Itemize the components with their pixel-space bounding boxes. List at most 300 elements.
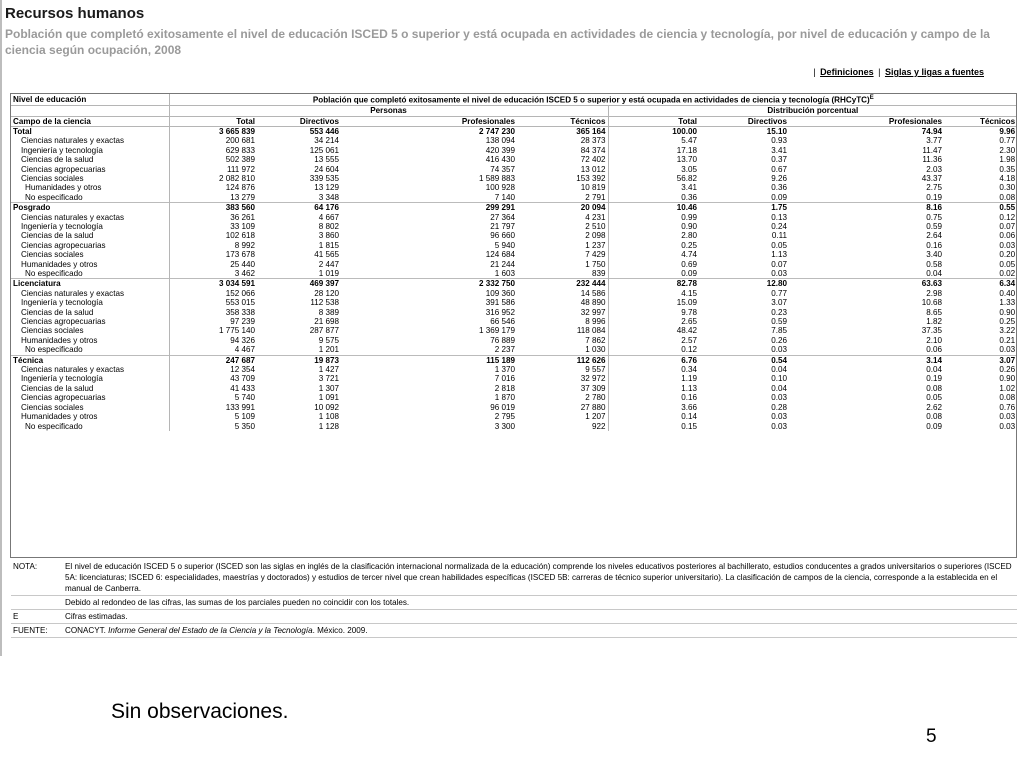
- table-cell: 152 066: [169, 289, 257, 298]
- table-cell: 32 972: [580, 374, 606, 384]
- page-title: Recursos humanos: [5, 5, 145, 22]
- table-cell: 1.13: [771, 250, 787, 260]
- table-row: [11, 345, 1017, 355]
- table-cell: 27 364: [490, 212, 515, 222]
- table-cell: 1 369 179: [478, 326, 515, 336]
- table-cell: 13 129: [314, 183, 339, 193]
- table-row: [11, 412, 1017, 421]
- siglas-link[interactable]: Siglas y ligas a fuentes: [884, 67, 984, 77]
- table-cell: 0.03: [771, 269, 787, 278]
- table-cell: 138 094: [485, 136, 515, 146]
- row-label: Humanidades y otros: [21, 335, 98, 345]
- table-cell: 0.90: [999, 307, 1016, 317]
- table-cell: 43 709: [169, 374, 257, 383]
- table-cell: 316 952: [485, 307, 515, 317]
- table-cell: 84 374: [580, 145, 606, 155]
- table-cell: 0.34: [608, 365, 699, 374]
- table-cell: 0.37: [771, 155, 787, 165]
- table-cell: 0.99: [608, 213, 699, 222]
- table-cell: 41 565: [314, 250, 339, 260]
- table-cell: 2 082 810: [169, 174, 257, 183]
- main-column-header: Población que completó exitosamente el nivel de educación ISCED 5 o superior y está ocupada en actividades de ciencia y tecnología (RHCyTC)$^E$: [169, 94, 1017, 106]
- table-cell: 1 870: [494, 393, 515, 403]
- table-cell: 3.77: [926, 136, 942, 146]
- table-cell: 0.04: [771, 383, 787, 393]
- table-cell: 2.57: [608, 336, 699, 345]
- note-row: [11, 624, 1017, 638]
- table-cell: 21 244: [490, 259, 515, 269]
- table-cell: 2 780: [585, 393, 606, 403]
- table-cell: 4 467: [169, 345, 257, 355]
- table-cell: 339 535: [309, 173, 339, 183]
- table-cell: 0.93: [771, 136, 787, 146]
- table-cell: 10 819: [580, 183, 606, 193]
- table-cell: 0.59: [771, 317, 787, 327]
- row-label: Ciencias agropecuarias: [21, 393, 106, 403]
- table-cell: 0.20: [999, 250, 1016, 260]
- table-cell: 0.16: [608, 393, 699, 402]
- table-cell: 0.77: [999, 136, 1016, 146]
- table-cell: 94 326: [169, 336, 257, 345]
- row-label: Ciencias naturales y exactas: [21, 288, 125, 298]
- table-cell: 97 239: [169, 317, 257, 326]
- table-cell: 124 684: [485, 250, 515, 260]
- table-cell: 7 862: [585, 335, 606, 345]
- table-row: [11, 298, 1017, 307]
- column-header: Profesionales: [341, 116, 517, 126]
- table-cell: 0.58: [926, 259, 942, 269]
- table-cell: 63.63: [789, 279, 944, 289]
- row-label: Ciencias sociales: [21, 173, 84, 183]
- table-cell: 0.23: [771, 307, 787, 317]
- table-cell: 3.40: [926, 250, 942, 260]
- table-cell: 6.76: [608, 355, 699, 365]
- table-cell: 7 016: [494, 374, 515, 384]
- table-cell: 0.03: [771, 393, 787, 403]
- table-cell: 4 231: [585, 212, 606, 222]
- fuente-key: FUENTE:: [11, 624, 63, 638]
- row-label: Técnica: [11, 355, 169, 365]
- table-cell: 0.08: [926, 383, 942, 393]
- table-cell: 2.98: [926, 288, 942, 298]
- table-row: [11, 269, 1017, 279]
- table-cell: 5.47: [608, 136, 699, 145]
- table-cell: 0.08: [999, 192, 1016, 202]
- e-text: Cifras estimadas.: [63, 610, 1017, 624]
- table-cell: 36 261: [169, 213, 257, 222]
- table-cell: 64 176: [257, 203, 341, 213]
- table-cell: 48 890: [580, 298, 606, 308]
- table-cell: 0.15: [608, 422, 699, 431]
- row-label: Ciencias de la salud: [21, 307, 94, 317]
- row-label: Ciencias sociales: [21, 402, 84, 412]
- table-cell: 0.40: [999, 288, 1016, 298]
- table-cell: 4.15: [608, 289, 699, 298]
- table-cell: 0.16: [926, 240, 942, 250]
- table-cell: 0.03: [771, 421, 787, 431]
- table-cell: 0.07: [771, 259, 787, 269]
- fuente-text: CONACYT. Informe General del Estado de la Ciencia y la Tecnología. México. 2009.: [63, 624, 1017, 638]
- table-cell: 2 332 750: [341, 279, 517, 289]
- table-cell: 33 109: [169, 222, 257, 231]
- table-cell: 125 061: [309, 145, 339, 155]
- table-cell: 3 034 591: [169, 279, 257, 289]
- table-cell: 0.76: [999, 402, 1016, 412]
- table-cell: 4 667: [318, 212, 339, 222]
- table-cell: 13.70: [608, 155, 699, 164]
- column-header: Directivos: [699, 116, 789, 126]
- table-row: [11, 317, 1017, 326]
- table-cell: 922: [591, 421, 606, 431]
- table-cell: 37.35: [921, 326, 942, 336]
- table-cell: 10.68: [921, 298, 942, 308]
- table-row: [11, 183, 1017, 192]
- observaciones-text: Sin observaciones.: [111, 700, 289, 723]
- table-cell: 0.05: [771, 240, 787, 250]
- table-cell: 0.04: [771, 365, 787, 375]
- table-cell: 1 775 140: [169, 326, 257, 335]
- table-cell: 2.10: [926, 335, 942, 345]
- table-cell: 2.64: [926, 231, 942, 241]
- table-cell: 96 660: [490, 231, 515, 241]
- notes-table: [11, 560, 1017, 638]
- table-cell: 1.75: [699, 203, 789, 213]
- row-label: Ingeniería y tecnología: [21, 374, 103, 384]
- table-cell: 4.74: [608, 250, 699, 259]
- e-key: E: [11, 610, 63, 624]
- table-cell: 0.19: [926, 192, 942, 202]
- row-label: Ingeniería y tecnología: [21, 298, 103, 308]
- table-cell: 1.98: [999, 155, 1016, 165]
- corner-header-nivel: Nivel de educación: [11, 94, 169, 106]
- table-cell: 1 603: [494, 269, 515, 278]
- table-cell: 502 389: [169, 155, 257, 164]
- table-cell: 1 091: [318, 393, 339, 403]
- table-cell: 247 687: [169, 355, 257, 365]
- table-row: [11, 326, 1017, 335]
- row-label: Humanidades y otros: [25, 183, 102, 193]
- table-row: [11, 374, 1017, 383]
- table-cell: 232 444: [517, 279, 608, 289]
- table-cell: 200 681: [169, 136, 257, 145]
- row-label: Ciencias naturales y exactas: [21, 136, 125, 146]
- table-cell: 24 604: [314, 164, 339, 174]
- table-cell: 0.21: [999, 335, 1016, 345]
- table-cell: 124 876: [169, 183, 257, 192]
- table-cell: 0.09: [926, 421, 942, 431]
- redondeo-text: Debido al redondeo de las cifras, las sumas de los parciales pueden no coincidir con los totales.: [63, 596, 1017, 610]
- table-cell: 0.14: [608, 412, 699, 421]
- table-cell: 391 586: [485, 298, 515, 308]
- row-label: Ciencias de la salud: [21, 231, 94, 241]
- table-cell: 1.33: [999, 298, 1016, 308]
- row-label: Ciencias agropecuarias: [21, 240, 106, 250]
- row-label: Ciencias naturales y exactas: [21, 365, 125, 375]
- table-cell: 1 108: [318, 412, 339, 422]
- table-cell: 1.13: [608, 384, 699, 393]
- table-cell: 1 237: [585, 240, 606, 250]
- page-number: 5: [926, 726, 937, 747]
- table-row: [11, 250, 1017, 259]
- table-cell: 2 818: [494, 383, 515, 393]
- table-cell: 0.75: [926, 212, 942, 222]
- table-cell: 553 446: [257, 126, 341, 136]
- table-cell: 383 560: [169, 203, 257, 213]
- table-cell: 0.24: [771, 221, 787, 231]
- table-cell: 21 698: [314, 317, 339, 327]
- row-label: Humanidades y otros: [21, 259, 98, 269]
- definiciones-link[interactable]: Definiciones: [820, 67, 874, 77]
- table-row: [11, 355, 1017, 365]
- table-cell: 0.19: [926, 374, 942, 384]
- table-cell: 20 094: [517, 203, 608, 213]
- table-row: [11, 213, 1017, 222]
- table-cell: 11.36: [922, 155, 942, 165]
- table-cell: 2 447: [318, 259, 339, 269]
- note-row: [11, 560, 1017, 596]
- row-label: Ciencias agropecuarias: [21, 164, 106, 174]
- group-header-distribucion: Distribución porcentual: [608, 106, 1017, 116]
- note-row: [11, 596, 1017, 610]
- row-label: Ciencias agropecuarias: [21, 317, 106, 327]
- table-cell: 0.26: [999, 365, 1016, 375]
- row-label: No especificado: [25, 269, 83, 278]
- table-cell: 1 201: [318, 345, 339, 355]
- row-label: Ciencias sociales: [21, 326, 84, 336]
- table-cell: 553 015: [169, 298, 257, 307]
- table-cell: 1 307: [318, 383, 339, 393]
- table-cell: 100 928: [485, 183, 515, 193]
- table-row: [11, 403, 1017, 412]
- table-cell: 2.75: [926, 183, 942, 193]
- table-cell: 76 889: [490, 335, 515, 345]
- table-cell: 118 084: [576, 326, 606, 336]
- table-cell: 0.03: [999, 412, 1016, 422]
- table-cell: 153 392: [576, 173, 606, 183]
- table-cell: 0.36: [771, 183, 787, 193]
- table-row: [11, 155, 1017, 164]
- table-row: [11, 241, 1017, 250]
- table-cell: 0.03: [999, 240, 1016, 250]
- table-row: [11, 146, 1017, 155]
- table-cell: 0.36: [608, 193, 699, 203]
- table-cell: 1.82: [926, 317, 942, 327]
- table-cell: 1 750: [585, 259, 606, 269]
- table-cell: 109 360: [485, 288, 515, 298]
- top-links: [811, 67, 984, 77]
- table-cell: 3.41: [771, 145, 787, 155]
- corner-header-campo: Campo de la ciencia: [11, 116, 169, 126]
- table-cell: 5 109: [169, 412, 257, 421]
- table-cell: 7 429: [585, 250, 606, 260]
- table-cell: 0.35: [999, 164, 1016, 174]
- table-cell: 2 237: [494, 345, 515, 355]
- table-cell: 4.18: [999, 173, 1016, 183]
- row-label: No especificado: [25, 192, 83, 202]
- table-cell: 365 164: [517, 126, 608, 136]
- link-separator: |: [813, 67, 816, 77]
- table-cell: 2.80: [608, 231, 699, 240]
- table-cell: 12.80: [699, 279, 789, 289]
- table-cell: 19 873: [257, 355, 341, 365]
- table-cell: 115 189: [341, 355, 517, 365]
- table-cell: 28 373: [580, 136, 606, 146]
- table-cell: 12 354: [169, 365, 257, 374]
- column-header: Total: [169, 116, 257, 126]
- table-cell: 0.09: [608, 269, 699, 279]
- table-cell: 5 350: [169, 422, 257, 431]
- table-cell: 2.65: [608, 317, 699, 326]
- table-cell: 0.25: [608, 241, 699, 250]
- table-cell: 8 996: [585, 317, 606, 327]
- table-cell: 13 279: [169, 193, 257, 203]
- table-cell: 112 538: [310, 298, 339, 308]
- table-cell: 0.54: [699, 355, 789, 365]
- table-row: [11, 193, 1017, 203]
- table-cell: 6.34: [944, 279, 1017, 289]
- table-cell: 0.04: [926, 269, 942, 278]
- table-cell: 1.19: [608, 374, 699, 383]
- table-cell: 1 815: [318, 240, 339, 250]
- table-cell: 2.30: [999, 145, 1016, 155]
- table-cell: 0.10: [771, 374, 787, 384]
- left-border: [0, 0, 2, 656]
- table-row: [11, 336, 1017, 345]
- table-cell: 2 747 230: [341, 126, 517, 136]
- table-cell: 0.28: [771, 402, 787, 412]
- table-cell: 56.82: [608, 174, 699, 183]
- table-cell: 13 555: [314, 155, 339, 165]
- table-cell: 9.96: [944, 126, 1017, 136]
- row-label: Ciencias sociales: [21, 250, 84, 260]
- table-cell: 3.41: [608, 183, 699, 192]
- table-cell: 416 430: [485, 155, 515, 165]
- column-header: Profesionales: [789, 116, 944, 126]
- table-cell: 25 440: [169, 260, 257, 269]
- table-cell: 2.62: [926, 402, 942, 412]
- table-cell: 3 721: [318, 374, 339, 384]
- group-header-personas: Personas: [169, 106, 608, 116]
- table-cell: 0.12: [999, 212, 1016, 222]
- table-cell: 3 665 839: [169, 126, 257, 136]
- table-cell: 8 802: [318, 221, 339, 231]
- table-cell: 0.69: [608, 260, 699, 269]
- table-cell: 3 348: [318, 192, 339, 202]
- table-cell: 11.47: [922, 145, 942, 155]
- table-cell: 9.26: [771, 173, 787, 183]
- table-cell: 8 389: [318, 307, 339, 317]
- table-cell: 13 012: [580, 164, 606, 174]
- table-cell: 21 797: [490, 221, 515, 231]
- table-cell: 469 397: [257, 279, 341, 289]
- table-cell: 1 207: [585, 412, 606, 422]
- table-cell: 0.59: [926, 221, 942, 231]
- row-label: Posgrado: [11, 203, 169, 213]
- table-cell: 0.30: [999, 183, 1016, 193]
- table-cell: 1.02: [999, 383, 1016, 393]
- table-cell: 5 740: [169, 393, 257, 402]
- table-row: [11, 365, 1017, 374]
- table-row: [11, 308, 1017, 317]
- table-cell: 0.03: [771, 345, 787, 355]
- table-cell: 3.14: [789, 355, 944, 365]
- row-label: Humanidades y otros: [21, 412, 98, 422]
- table-cell: 1 019: [318, 269, 339, 278]
- table-cell: 3.05: [608, 165, 699, 174]
- table-cell: 839: [591, 269, 606, 278]
- table-cell: 0.06: [999, 231, 1016, 241]
- table-cell: 3 300: [494, 421, 515, 431]
- table-cell: 0.06: [926, 345, 942, 355]
- table-cell: 82.78: [608, 279, 699, 289]
- table-cell: 96 019: [490, 402, 515, 412]
- row-label: Ciencias naturales y exactas: [21, 212, 125, 222]
- table-row: [11, 289, 1017, 298]
- corner-spacer: [11, 106, 169, 116]
- table-row: [11, 393, 1017, 402]
- table-cell: 7.85: [771, 326, 787, 336]
- table-cell: 2 795: [494, 412, 515, 422]
- table-row: [11, 222, 1017, 231]
- table-cell: 299 291: [341, 203, 517, 213]
- row-label: Total: [11, 126, 169, 136]
- table-cell: 0.03: [999, 345, 1016, 355]
- table-row: [11, 203, 1017, 213]
- table-cell: 34 214: [314, 136, 339, 146]
- table-cell: 0.05: [926, 393, 942, 403]
- table-cell: 0.77: [771, 288, 787, 298]
- table-row: [11, 165, 1017, 174]
- table-cell: 8.65: [926, 307, 942, 317]
- table-cell: 112 626: [517, 355, 608, 365]
- column-header: Técnicos: [944, 116, 1017, 126]
- table-cell: 2 791: [585, 192, 606, 202]
- table-cell: 1 370: [494, 365, 515, 375]
- table-cell: 2 098: [585, 231, 606, 241]
- table-row: [11, 422, 1017, 431]
- table-cell: 17.18: [608, 146, 699, 155]
- table-cell: 2 510: [585, 221, 606, 231]
- table-cell: 1 128: [318, 421, 339, 431]
- row-label: Ingeniería y tecnología: [21, 221, 103, 231]
- nota-text: El nivel de educación ISCED 5 o superior (ISCED son las siglas en inglés de la clasificación internacional normalizada de la educación) comprende los niveles educativos posteriores al bachillerato, estudios conducentes a grados universitarios o superiores (ISCED 5A: licenciaturas; ISCED 6: especialidades, maestrías y doctorados) y estudios de tercer nivel que crean habilidades específicas (ISCED 5B: carreras de técnico superior universitario). La clasificación de campos de la ciencia, corresponde a la establecida en el manual de Canberra.: [63, 560, 1017, 596]
- table-cell: 74.94: [789, 126, 944, 136]
- table-cell: 0.90: [999, 374, 1016, 384]
- table-cell: 9.78: [608, 308, 699, 317]
- table-cell: 358 338: [169, 308, 257, 317]
- row-label: Ciencias de la salud: [21, 383, 94, 393]
- table-cell: 3.66: [608, 403, 699, 412]
- row-label: No especificado: [25, 345, 83, 355]
- table-cell: 0.07: [999, 221, 1016, 231]
- table-cell: 0.55: [944, 203, 1017, 213]
- table-cell: 1 589 883: [478, 173, 515, 183]
- row-label: Ingeniería y tecnología: [21, 145, 103, 155]
- table-cell: 629 833: [169, 146, 257, 155]
- table-cell: 3.22: [999, 326, 1016, 336]
- table-cell: 0.12: [608, 345, 699, 355]
- table-cell: 5 940: [494, 240, 515, 250]
- table-cell: 9 557: [585, 365, 606, 375]
- table-cell: 100.00: [608, 126, 699, 136]
- table-row: [11, 260, 1017, 269]
- table-cell: 10.46: [608, 203, 699, 213]
- table-cell: 133 991: [169, 403, 257, 412]
- table-cell: 15.09: [608, 298, 699, 307]
- table-cell: 3.07: [944, 355, 1017, 365]
- note-row: [11, 610, 1017, 624]
- table-cell: 1 427: [318, 365, 339, 375]
